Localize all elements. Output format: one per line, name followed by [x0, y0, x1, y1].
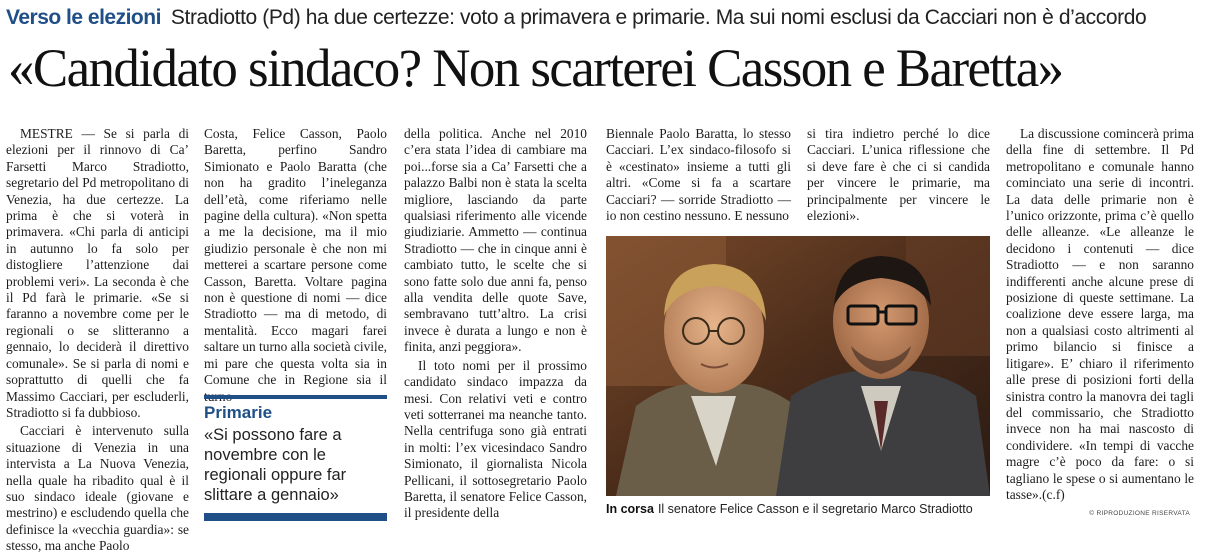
quote-box-rule	[204, 513, 387, 521]
copyright-notice: © RIPRODUZIONE RISERVATA	[1089, 510, 1190, 517]
section-tag: Verso le elezioni	[6, 6, 161, 29]
paragraph: Cacciari è intervenuto sulla situazione di Venezia in una intervista a La Nuova Venezia, nella quale ha ribadito qual è il suo sindaco ideale (giovane e mestrino) e escludendo quella che definisce la «vecchia guardia»: se stesso, ma anche Paolo	[6, 423, 189, 554]
photo-image	[606, 236, 990, 496]
paragraph: La discussione comincerà prima della fine di settembre. Il Pd metropolitano e comunale hanno cominciato una serie di incontri. La data delle primarie non è l’unico orizzonte, prima c’è quello delle alleanze. «Le alleanze le decidono i contenuti — dice Stradiotto — e non saranno indifferenti anche alcune prese di posizione di queste settimane. La coalizione deve essere larga, ma non a qualsiasi costo altrimenti al primo bilancio si finisce a litigare». E’ chiaro il riferimento alle prese di posizioni forti della sinistra contro la manovra dei tagli del commissario, che Stradiotto invece non ha mai nascosto di condividere. «In tempi di vacche magre c’è poco da fare: o si tagliano le spese o si aumentano le tasse».(c.f)	[1006, 126, 1194, 502]
article-column-6	[1006, 126, 1194, 503]
quote-box-text: «Si possono fare a novembre con le regionali oppure far slittare a gennaio»	[204, 426, 347, 504]
paragraph: Biennale Paolo Baratta, lo stesso Cacciari. L’ex sindaco-filosofo si è «cestinato» insieme a tutti gli altri. «Come si fa a scartare Cacciari? — sorride Stradiotto — io non cestino nessuno. E nessuno	[606, 126, 791, 224]
paragraph: MESTRE — Se si parla di elezioni per il rinnovo di Ca’ Farsetti Marco Stradiotto, segretario del Pd metropolitano di Venezia, ha due certezze. La prima è che si voterà in primavera. «Chi parla di anticipi in autunno lo fa solo per distogliere l’attenzione dai problemi veri». La seconda è che il Pd farà le primarie. «Se si faranno a novembre come per le regionali o se slitteranno a gennaio, lo deciderà il direttivo comunale». Se si parla di nomi e soprattutto di quelli che fa Massimo Cacciari, per escluderli, Stradiotto si fa dubbioso.	[6, 126, 189, 420]
caption-text: Il senatore Felice Casson e il segretario Marco Stradiotto	[657, 502, 973, 516]
photo-caption	[606, 502, 996, 516]
photo	[606, 236, 990, 496]
subheadline: Stradiotto (Pd) ha due certezze: voto a primavera e primarie. Ma sui nomi esclusi da Cacciari non è d’accordo	[170, 6, 1147, 29]
article-column-5	[807, 126, 990, 224]
caption-tag: In corsa	[606, 502, 654, 516]
paragraph: Il toto nomi per il prossimo candidato sindaco impazza da mesi. Con relativi veti e contro veti sotterranei ma neanche tanto. Nella centrifuga sono già entrati in molti: l’ex vicesindaco Sandro Simionato, il giornalista Nicola Pellicani, il sottosegretario Paolo Baretta, il senatore Felice Casson, il presidente della	[404, 357, 587, 521]
article-column-3	[404, 126, 587, 522]
paragraph: della politica. Anche nel 2010 c’era stata l’idea di cambiare ma poi...forse sia a Ca’ Farsetti che a palazzo Balbi non è stata la scelta migliore, lasciando da parte qualsiasi riferimento alle vicende giudiziarie. Ammetto — continua Stradiotto — che in cinque anni è cambiato tutto, le scelte che si sono fatte solo due anni fa, penso alla vendita delle quote Save, sembravano tutt’altro. La crisi invece è durata a lungo e non è finita, anzi peggiora».	[404, 126, 587, 355]
article-column-2	[204, 126, 387, 405]
quote-box-title: Primarie	[204, 403, 273, 422]
headline: «Candidato sindaco? Non scarterei Casson e Baretta»	[8, 38, 1063, 98]
kicker	[6, 6, 1146, 30]
quote-box	[204, 395, 387, 521]
article-column-4	[606, 126, 791, 224]
paragraph: si tira indietro perché lo dice Cacciari. L’unica riflessione che si deve fare è che ci si candida per vincere le primarie, ma principalmente per vincere le elezioni».	[807, 126, 990, 224]
paragraph: Costa, Felice Casson, Paolo Baretta, perfino Sandro Simionato e Paolo Baratta (che non ha gradito l’ineleganza dell’età, come riferiamo nelle pagine della cultura). «Non spetta a me la decisione, ma il mio giudizio personale è che non mi metterei a scartare persone come Casson, Baretta. Voltare pagina non è questione di nomi — dice Stradiotto — ma di metodo, di mentalità. Ecco magari farei saltare un turno alla società civile, mi pare che questa volta sia in Comune che in Regione sia il turno	[204, 126, 387, 404]
article-column-1	[6, 126, 189, 555]
